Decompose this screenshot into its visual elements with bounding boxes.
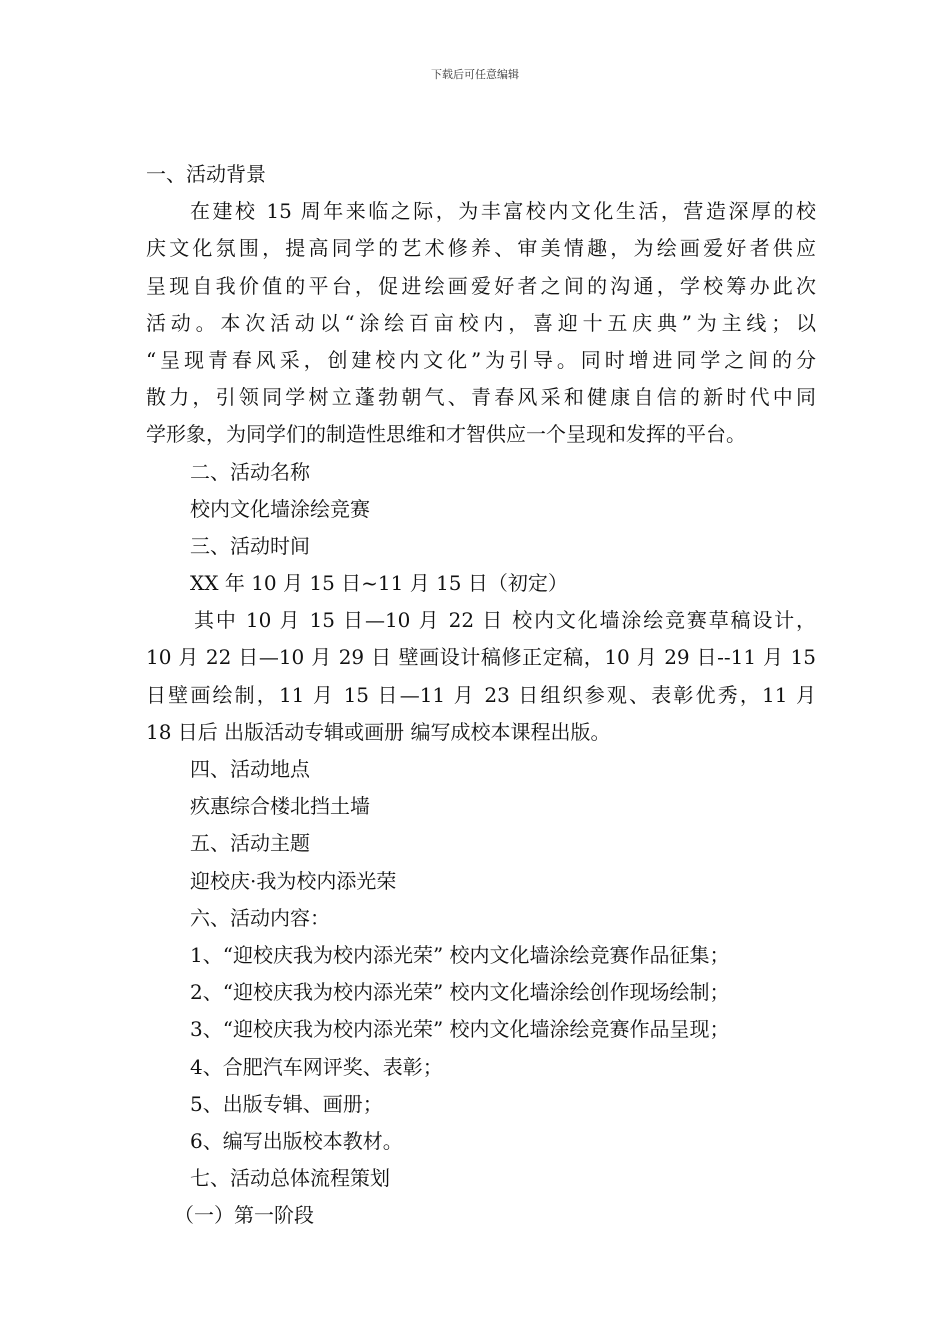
paragraph-line: 在建校 15 周年来临之际，为丰富校内文化生活，营造深厚的校 — [190, 199, 816, 224]
section-heading: 一、活动背景 — [146, 162, 266, 186]
section-heading: 四、活动地点 — [190, 757, 310, 781]
document-body — [146, 156, 816, 1234]
paragraph-line: 疚惠综合楼北挡土墙 — [190, 794, 370, 819]
list-item: 2、“迎校庆我为校内添光荣” 校内文化墙涂绘创作现场绘制； — [190, 980, 730, 1005]
section-heading: 三、活动时间 — [190, 533, 310, 558]
paragraph-line: 散力，引领同学树立蓬勃朝气、青春风采和健康自信的新时代中同 — [146, 385, 816, 410]
paragraph-line: 10 月 22 日—10 月 29 日 壁画设计稿修正定稿，10 月 29 日--11 月 15 — [146, 645, 816, 670]
paragraph-line: XX 年 10 月 15 日~11 月 15 日（初定） — [190, 571, 568, 596]
list-item: 5、出版专辑、画册； — [190, 1091, 383, 1116]
list-item: 1、“迎校庆我为校内添光荣” 校内文化墙涂绘竞赛作品征集； — [190, 942, 730, 967]
list-item: 3、“迎校庆我为校内添光荣” 校内文化墙涂绘竞赛作品呈现； — [190, 1017, 730, 1042]
paragraph-line: 校内文化墙涂绘竞赛 — [190, 496, 370, 521]
section-heading: 七、活动总体流程策划 — [190, 1166, 390, 1191]
section-heading: 二、活动名称 — [190, 459, 310, 484]
header-note: 下载后可任意编辑 — [431, 68, 519, 81]
paragraph-line: 其中 10 月 15 日—10 月 22 日 校内文化墙涂绘竞赛草稿设计， — [194, 608, 816, 633]
section-heading: 五、活动主题 — [190, 831, 310, 856]
list-item: 4、合肥汽车网评奖、表彰； — [190, 1054, 443, 1079]
paragraph-line: 18 日后 出版活动专辑或画册 编写成校本课程出版。 — [146, 719, 611, 744]
subsection-heading: （一）第一阶段 — [174, 1203, 314, 1228]
paragraph-line: 迎校庆·我为校内添光荣 — [190, 868, 397, 893]
paragraph-line: 学形象，为同学们的制造性思维和才智供应一个呈现和发挥的平台。 — [146, 422, 746, 447]
paragraph-line: 庆文化氛围，提高同学的艺术修养、审美情趣，为绘画爱好者供应 — [146, 236, 816, 261]
paragraph-line: “呈现青春风采，创建校内文化”为引导。同时增进同学之间的分 — [146, 347, 816, 372]
paragraph-line: 活动。本次活动以“涂绘百亩校内，喜迎十五庆典”为主线；以 — [146, 310, 816, 335]
list-item: 6、编写出版校本教材。 — [190, 1128, 403, 1153]
paragraph-line: 日壁画绘制，11 月 15 日—11 月 23 日组织参观、表彰优秀，11 月 — [146, 682, 816, 707]
paragraph-line: 呈现自我价值的平台，促进绘画爱好者之间的沟通，学校筹办此次 — [146, 273, 816, 298]
section-heading: 六、活动内容： — [190, 905, 330, 930]
